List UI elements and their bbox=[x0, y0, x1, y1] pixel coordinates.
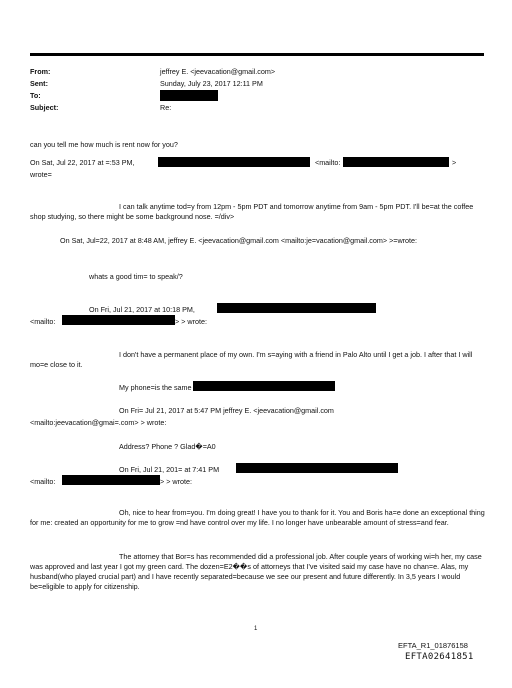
page-number: 1 bbox=[254, 626, 258, 632]
quote-wrote-1: wrote= bbox=[30, 170, 52, 179]
mailto-1: <mailto: bbox=[315, 158, 341, 167]
header-rule bbox=[30, 53, 484, 56]
quote-header-3: On Fri, Jul 21, 2017 at 10:18 PM, bbox=[89, 305, 195, 314]
mailto-3: <mailto: bbox=[30, 317, 56, 326]
footer-reference-1: EFTA_R1_01876158 bbox=[398, 641, 468, 650]
quote-wrote-4: <mailto:jeevacation@gmai=.com> > wrote: bbox=[30, 418, 167, 427]
redaction-6 bbox=[236, 463, 398, 473]
body-line-phone: My phone=is the same bbox=[119, 383, 192, 392]
to-label: To: bbox=[30, 91, 41, 100]
quote-header-4: On Fri= Jul 21, 2017 at 5:47 PM jeffrey E. <jeevacation@gmail.com bbox=[119, 406, 334, 415]
redaction-7 bbox=[62, 475, 160, 485]
redaction-3 bbox=[217, 303, 376, 313]
paragraph-2: I don't have a permanent place of my own. I'm s=aying with a friend in Palo Alto until I get a job. I after that I will mo=e close to it. bbox=[30, 350, 473, 369]
quote-wrote-3: > > wrote: bbox=[175, 317, 207, 326]
paragraph-3: Oh, nice to hear from=you. I'm doing great! I have you to thank for it. You and Boris ha=e done an exceptional thing for me: created an opportunity for me to grow =nd have control over my life. I no longer have unbearable amount of stress=and fear. bbox=[30, 508, 485, 527]
quote-header-2: On Sat, Jul=22, 2017 at 8:48 AM, jeffrey E. <jeevacation@gmail.com <mailto:je=vacation@gmail.com> >=wrote: bbox=[60, 236, 418, 245]
from-value: jeffrey E. <jeevacation@gmail.com> bbox=[160, 67, 276, 76]
sent-label: Sent: bbox=[30, 79, 48, 88]
mailto-1-close: > bbox=[452, 158, 457, 167]
mailto-5: <mailto: bbox=[30, 477, 56, 486]
quote-header-5: On Fri, Jul 21, 201= at 7:41 PM bbox=[119, 465, 220, 474]
paragraph-4: The attorney that Bor=s has recommended did a professional job. After couple years of working wi=h her, my case was approved and last year I got my green card. The dozen=E2��s of attorneys that I've visited said my case have no chan=e. Alas, my husband(who played crucial part) and I have recently separated=because we see our present and future differently. In 3,5 years I would be=eligible to apply for citizenship. bbox=[30, 552, 482, 591]
paragraph-1: I can talk anytime tod=y from 12pm - 5pm PDT and tomorrow anytime from 9am - 5pm PDT. I'll be=at the coffee shop studying, so there might be some background nose. =/div> bbox=[30, 202, 474, 221]
subject-label: Subject: bbox=[30, 103, 59, 112]
redaction-5 bbox=[193, 381, 335, 391]
quote-header-1: On Sat, Jul 22, 2017 at =:53 PM, bbox=[30, 158, 135, 167]
subject-value: Re: bbox=[160, 103, 172, 112]
redaction-4 bbox=[62, 315, 175, 325]
redaction-to bbox=[160, 90, 218, 101]
redaction-1 bbox=[158, 157, 310, 167]
quote-wrote-5: > > wrote: bbox=[160, 477, 192, 486]
body-line-address: Address? Phone ? Glad�=A0 bbox=[119, 442, 216, 451]
body-line-speak: whats a good tim= to speak/? bbox=[89, 272, 183, 281]
redaction-2 bbox=[343, 157, 449, 167]
footer-reference-2: EFTA02641851 bbox=[405, 652, 474, 662]
body-line-1: can you tell me how much is rent now for you? bbox=[30, 140, 178, 149]
sent-value: Sunday, July 23, 2017 12:11 PM bbox=[160, 79, 263, 88]
from-label: From: bbox=[30, 67, 51, 76]
